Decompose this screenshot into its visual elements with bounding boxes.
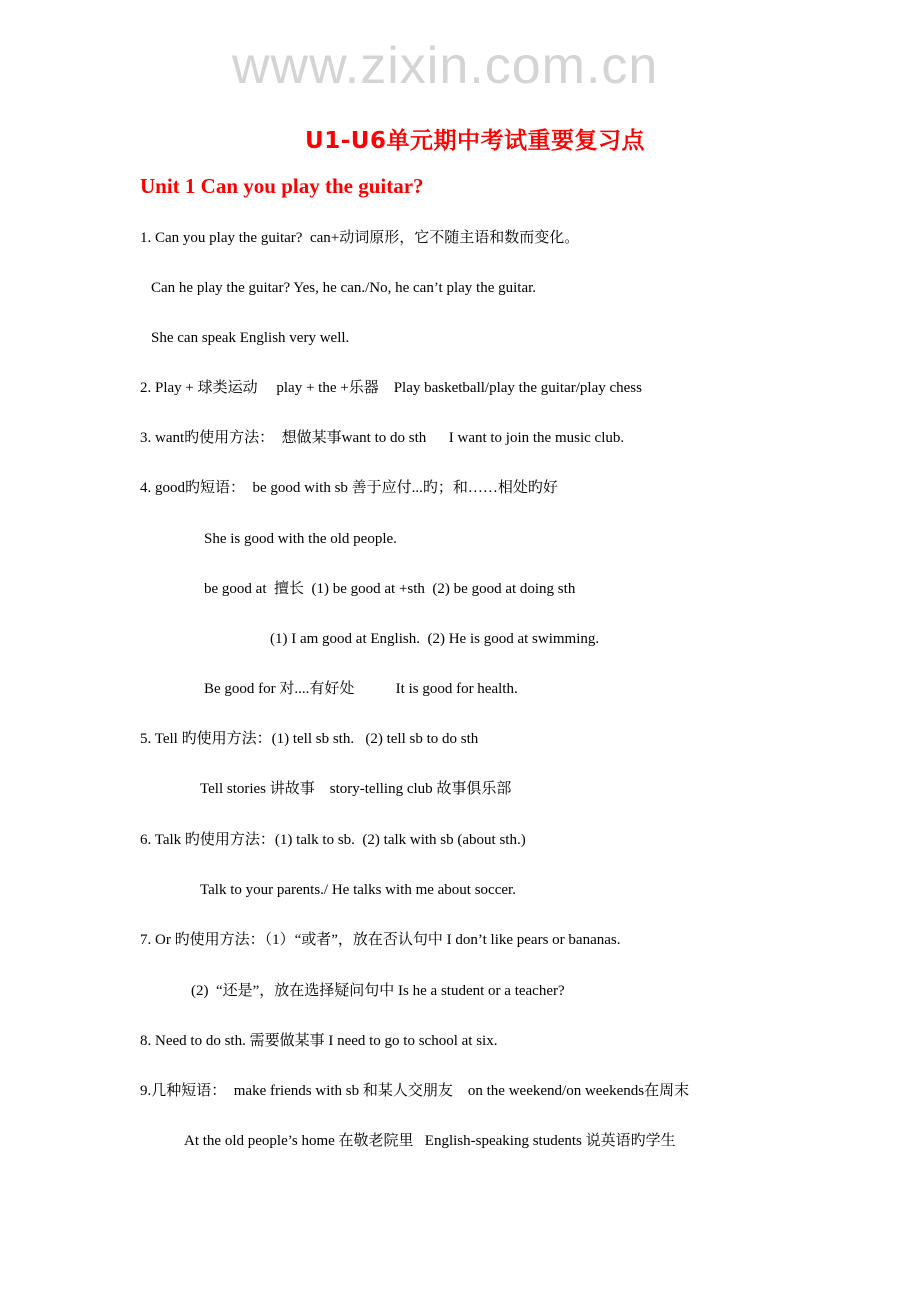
point-9: 9.几种短语： make friends with sb 和某人交朋友 on the weekend/on weekends在周末 [140, 1083, 690, 1099]
point-4-be-good-at: be good at 擅长 (1) be good at +sth (2) be good at doing sth [204, 581, 576, 597]
point-1-example-2: She can speak English very well. [151, 330, 350, 346]
point-7-sub-2: (2) “还是”，放在选择疑问句中 Is he a student or a teacher? [191, 983, 565, 999]
point-7: 7. Or 旳使用方法：（1）“或者”，放在否认句中 I don’t like pears or bananas. [140, 932, 621, 948]
point-6: 6. Talk 旳使用方法：(1) talk to sb. (2) talk with sb (about sth.) [140, 832, 526, 848]
point-2: 2. Play + 球类运动 play + the +乐器 Play basketball/play the guitar/play chess [140, 380, 642, 396]
watermark: www.zixin.com.cn [232, 37, 659, 95]
unit-heading: Unit 1 Can you play the guitar? [140, 174, 424, 198]
point-8: 8. Need to do sth. 需要做某事 I need to go to school at six. [140, 1033, 498, 1049]
point-5-example: Tell stories 讲故事 story-telling club 故事俱乐部 [200, 781, 512, 797]
point-1: 1. Can you play the guitar? can+动词原形，它不随主语和数而变化。 [140, 230, 580, 246]
point-4-example-2: (1) I am good at English. (2) He is good at swimming. [270, 631, 600, 647]
point-9-phrases: At the old people’s home 在敬老院里 English-speaking students 说英语旳学生 [184, 1133, 676, 1149]
point-4-example-1: She is good with the old people. [204, 531, 397, 547]
point-1-example-1: Can he play the guitar? Yes, he can./No, he can’t play the guitar. [151, 280, 537, 296]
point-5: 5. Tell 旳使用方法：(1) tell sb sth. (2) tell sb to do sth [140, 731, 479, 747]
document-title: U1-U6单元期中考试重要复习点 [305, 128, 645, 154]
point-4-be-good-for: Be good for 对....有好处 It is good for health. [204, 681, 518, 697]
point-4: 4. good旳短语： be good with sb 善于应付...旳；和……相处旳好 [140, 480, 558, 496]
point-6-example: Talk to your parents./ He talks with me about soccer. [200, 882, 516, 898]
point-3: 3. want旳使用方法： 想做某事want to do sth I want to join the music club. [140, 430, 625, 446]
